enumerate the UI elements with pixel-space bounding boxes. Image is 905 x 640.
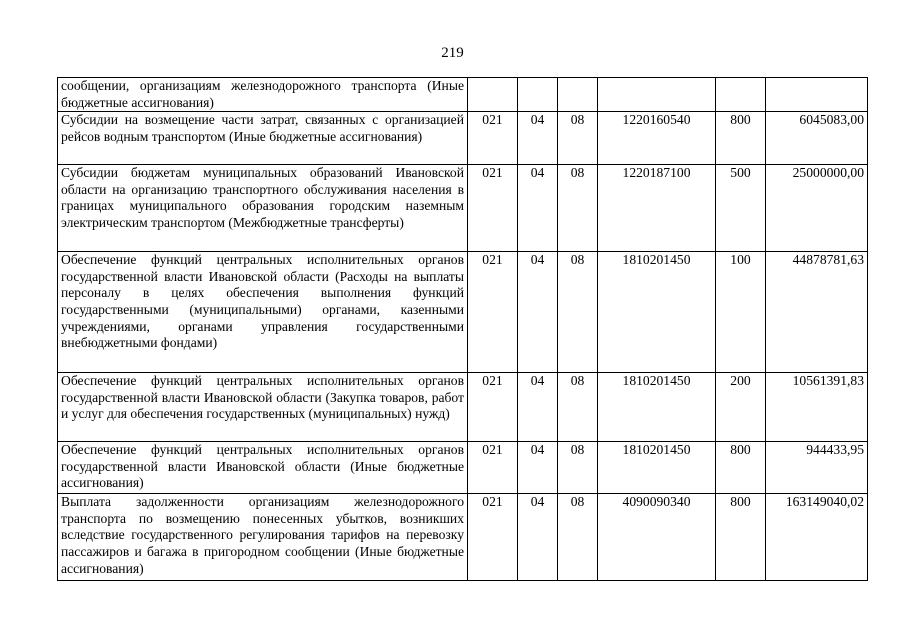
subsection-code-cell: 08 bbox=[558, 442, 598, 494]
ministry-code-cell bbox=[468, 78, 518, 112]
expense-type-cell: 800 bbox=[716, 494, 766, 581]
subsection-code-cell: 08 bbox=[558, 494, 598, 581]
amount-cell: 163149040,02 bbox=[766, 494, 868, 581]
table-row bbox=[58, 112, 868, 165]
amount-cell: 44878781,63 bbox=[766, 252, 868, 373]
table-row bbox=[58, 252, 868, 373]
row-name-cell: Обеспечение функций центральных исполнительных органов государственной власти Ивановской области (Закупка товаров, работ и услуг для обеспечения государственных (муниципальных) нужд) bbox=[58, 373, 468, 442]
subsection-code-cell: 08 bbox=[558, 165, 598, 252]
target-article-cell: 1810201450 bbox=[598, 252, 716, 373]
expense-type-cell: 800 bbox=[716, 442, 766, 494]
target-article-cell: 1220187100 bbox=[598, 165, 716, 252]
budget-table bbox=[57, 77, 868, 581]
ministry-code-cell: 021 bbox=[468, 494, 518, 581]
target-article-cell: 1810201450 bbox=[598, 373, 716, 442]
section-code-cell: 04 bbox=[518, 494, 558, 581]
target-article-cell: 4090090340 bbox=[598, 494, 716, 581]
subsection-code-cell: 08 bbox=[558, 112, 598, 165]
section-code-cell: 04 bbox=[518, 252, 558, 373]
section-code-cell: 04 bbox=[518, 373, 558, 442]
subsection-code-cell: 08 bbox=[558, 252, 598, 373]
amount-cell: 10561391,83 bbox=[766, 373, 868, 442]
table-row bbox=[58, 165, 868, 252]
row-name-cell: Обеспечение функций центральных исполнительных органов государственной власти Ивановской области (Расходы на выплаты персоналу в целях обеспечения выполнения функций государственными (муниципальными) органами, казенными учреждениями, органами управления государственными внебюджетными фондами) bbox=[58, 252, 468, 373]
subsection-code-cell: 08 bbox=[558, 373, 598, 442]
section-code-cell bbox=[518, 78, 558, 112]
target-article-cell: 1810201450 bbox=[598, 442, 716, 494]
target-article-cell bbox=[598, 78, 716, 112]
ministry-code-cell: 021 bbox=[468, 442, 518, 494]
row-name-cell: сообщении, организациям железнодорожного транспорта (Иные бюджетные ассигнования) bbox=[58, 78, 468, 112]
table-row bbox=[58, 78, 868, 112]
table-row bbox=[58, 494, 868, 581]
ministry-code-cell: 021 bbox=[468, 112, 518, 165]
row-name-cell: Субсидии бюджетам муниципальных образований Ивановской области на организацию транспортного обслуживания населения в границах муниципального образования городским наземным электрическим транспортом (Межбюджетные трансферты) bbox=[58, 165, 468, 252]
amount-cell: 25000000,00 bbox=[766, 165, 868, 252]
target-article-cell: 1220160540 bbox=[598, 112, 716, 165]
expense-type-cell bbox=[716, 78, 766, 112]
page-number: 219 bbox=[441, 45, 464, 61]
row-name-cell: Субсидии на возмещение части затрат, связанных с организацией рейсов водным транспортом (Иные бюджетные ассигнования) bbox=[58, 112, 468, 165]
table-row bbox=[58, 442, 868, 494]
row-name-cell: Обеспечение функций центральных исполнительных органов государственной власти Ивановской области (Иные бюджетные ассигнования) bbox=[58, 442, 468, 494]
subsection-code-cell bbox=[558, 78, 598, 112]
row-name-cell: Выплата задолженности организациям железнодорожного транспорта по возмещению понесенных убытков, возникших вследствие государственного регулирования тарифов на перевозку пассажиров и багажа в пригородном сообщении (Иные бюджетные ассигнования) bbox=[58, 494, 468, 581]
amount-cell: 6045083,00 bbox=[766, 112, 868, 165]
ministry-code-cell: 021 bbox=[468, 373, 518, 442]
expense-type-cell: 200 bbox=[716, 373, 766, 442]
amount-cell: 944433,95 bbox=[766, 442, 868, 494]
section-code-cell: 04 bbox=[518, 442, 558, 494]
section-code-cell: 04 bbox=[518, 112, 558, 165]
expense-type-cell: 800 bbox=[716, 112, 766, 165]
ministry-code-cell: 021 bbox=[468, 165, 518, 252]
expense-type-cell: 100 bbox=[716, 252, 766, 373]
expense-type-cell: 500 bbox=[716, 165, 766, 252]
table-row bbox=[58, 373, 868, 442]
section-code-cell: 04 bbox=[518, 165, 558, 252]
amount-cell bbox=[766, 78, 868, 112]
ministry-code-cell: 021 bbox=[468, 252, 518, 373]
